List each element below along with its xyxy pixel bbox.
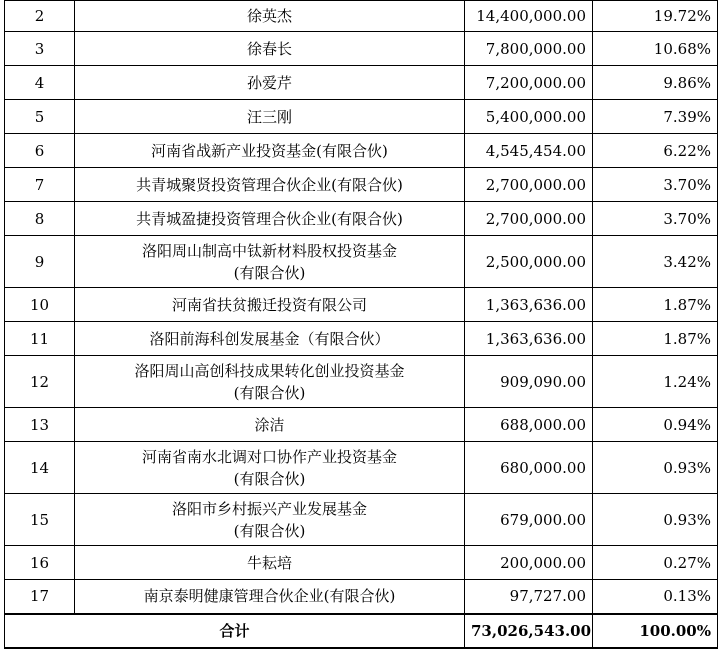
share-amount: 679,000.00 (465, 494, 593, 546)
row-number: 8 (5, 202, 75, 236)
shareholder-name (75, 168, 465, 202)
share-amount: 2,700,000.00 (465, 168, 593, 202)
share-percent: 7.39% (593, 100, 718, 134)
share-percent: 0.27% (593, 546, 718, 580)
shareholder-name-line: 徐春长 (246, 39, 292, 58)
shareholder-name-line: 孙爱芹 (246, 73, 292, 92)
row-number: 11 (5, 322, 75, 356)
table-row (5, 494, 718, 546)
share-percent: 1.87% (593, 322, 718, 356)
row-number: 10 (5, 288, 75, 322)
shareholder-name-line: (有限合伙) (233, 383, 306, 402)
share-amount: 7,800,000.00 (465, 32, 593, 66)
total-label: 合计 (5, 614, 465, 648)
shareholder-name (75, 494, 465, 546)
share-percent: 3.70% (593, 168, 718, 202)
table-row (5, 236, 718, 288)
share-amount: 2,500,000.00 (465, 236, 593, 288)
shareholder-name-line: (有限合伙) (233, 469, 306, 488)
share-amount: 1,363,636.00 (465, 322, 593, 356)
shareholder-name-line: 洛阳周山制高中钛新材料股权投资基金 (141, 241, 397, 260)
share-percent: 10.68% (593, 32, 718, 66)
total-percent: 100.00% (593, 614, 718, 648)
row-number: 16 (5, 546, 75, 580)
share-percent: 0.93% (593, 494, 718, 546)
share-percent: 0.13% (593, 580, 718, 614)
row-number: 17 (5, 580, 75, 614)
shareholder-name (75, 442, 465, 494)
table-row (5, 288, 718, 322)
row-number: 14 (5, 442, 75, 494)
shareholder-name (75, 1, 465, 32)
shareholder-name-line: 汪三刚 (246, 107, 292, 126)
row-number: 5 (5, 100, 75, 134)
table-row (5, 134, 718, 168)
share-amount: 680,000.00 (465, 442, 593, 494)
row-number: 15 (5, 494, 75, 546)
row-number: 7 (5, 168, 75, 202)
share-percent: 0.93% (593, 442, 718, 494)
share-amount: 97,727.00 (465, 580, 593, 614)
table-row (5, 1, 718, 32)
share-percent: 1.24% (593, 356, 718, 408)
share-percent: 1.87% (593, 288, 718, 322)
shareholder-name-line: 徐英杰 (246, 7, 292, 25)
share-amount: 2,700,000.00 (465, 202, 593, 236)
shareholder-name-line: 共青城盈捷投资管理合伙企业(有限合伙) (136, 209, 403, 228)
shareholder-name (75, 546, 465, 580)
share-amount: 14,400,000.00 (465, 1, 593, 32)
shareholder-name-line: 共青城聚贤投资管理合伙企业(有限合伙) (136, 175, 403, 194)
shareholder-name-line: 河南省扶贫搬迁投资有限公司 (171, 295, 367, 314)
shareholder-name-line: 河南省南水北调对口协作产业投资基金 (141, 447, 397, 466)
share-percent: 3.42% (593, 236, 718, 288)
table-row (5, 66, 718, 100)
shareholder-name-line: 洛阳前海科创发展基金（有限合伙） (149, 329, 390, 348)
shareholder-name (75, 134, 465, 168)
shareholder-table (4, 0, 718, 649)
table-row (5, 546, 718, 580)
shareholder-name (75, 100, 465, 134)
shareholder-name (75, 580, 465, 614)
shareholder-name (75, 202, 465, 236)
share-amount: 7,200,000.00 (465, 66, 593, 100)
share-amount: 909,090.00 (465, 356, 593, 408)
shareholder-name-line: 牛耘培 (246, 553, 292, 572)
table-row (5, 322, 718, 356)
shareholder-name (75, 408, 465, 442)
shareholder-name-line: 洛阳周山高创科技成果转化创业投资基金 (134, 361, 405, 380)
shareholder-name-line: 河南省战新产业投资基金(有限合伙) (151, 141, 388, 160)
shareholder-name-line: 南京泰明健康管理合伙企业(有限合伙) (143, 587, 396, 606)
row-number: 3 (5, 32, 75, 66)
shareholder-name (75, 32, 465, 66)
share-percent: 9.86% (593, 66, 718, 100)
row-number: 9 (5, 236, 75, 288)
row-number: 6 (5, 134, 75, 168)
table-row (5, 168, 718, 202)
row-number: 13 (5, 408, 75, 442)
shareholder-name (75, 356, 465, 408)
table-row (5, 408, 718, 442)
total-row (5, 614, 718, 648)
share-amount: 200,000.00 (465, 546, 593, 580)
shareholder-name (75, 288, 465, 322)
table-row (5, 580, 718, 614)
row-number: 12 (5, 356, 75, 408)
total-amount: 73,026,543.00 (465, 614, 593, 648)
table-row (5, 202, 718, 236)
shareholder-table-container (4, 0, 717, 649)
share-amount: 688,000.00 (465, 408, 593, 442)
shareholder-name-line: (有限合伙) (233, 263, 306, 282)
table-row (5, 442, 718, 494)
shareholder-name-line: (有限合伙) (233, 521, 306, 540)
table-row (5, 100, 718, 134)
row-number: 4 (5, 66, 75, 100)
shareholder-name-line: 涂洁 (254, 415, 285, 434)
share-percent: 3.70% (593, 202, 718, 236)
table-row (5, 356, 718, 408)
share-percent: 0.94% (593, 408, 718, 442)
table-row (5, 32, 718, 66)
shareholder-table-body (5, 1, 718, 614)
row-number: 2 (5, 1, 75, 32)
share-percent: 19.72% (593, 1, 718, 32)
shareholder-name (75, 66, 465, 100)
share-percent: 6.22% (593, 134, 718, 168)
share-amount: 1,363,636.00 (465, 288, 593, 322)
shareholder-name (75, 236, 465, 288)
shareholder-name-line: 洛阳市乡村振兴产业发展基金 (171, 499, 367, 518)
share-amount: 5,400,000.00 (465, 100, 593, 134)
share-amount: 4,545,454.00 (465, 134, 593, 168)
shareholder-name (75, 322, 465, 356)
